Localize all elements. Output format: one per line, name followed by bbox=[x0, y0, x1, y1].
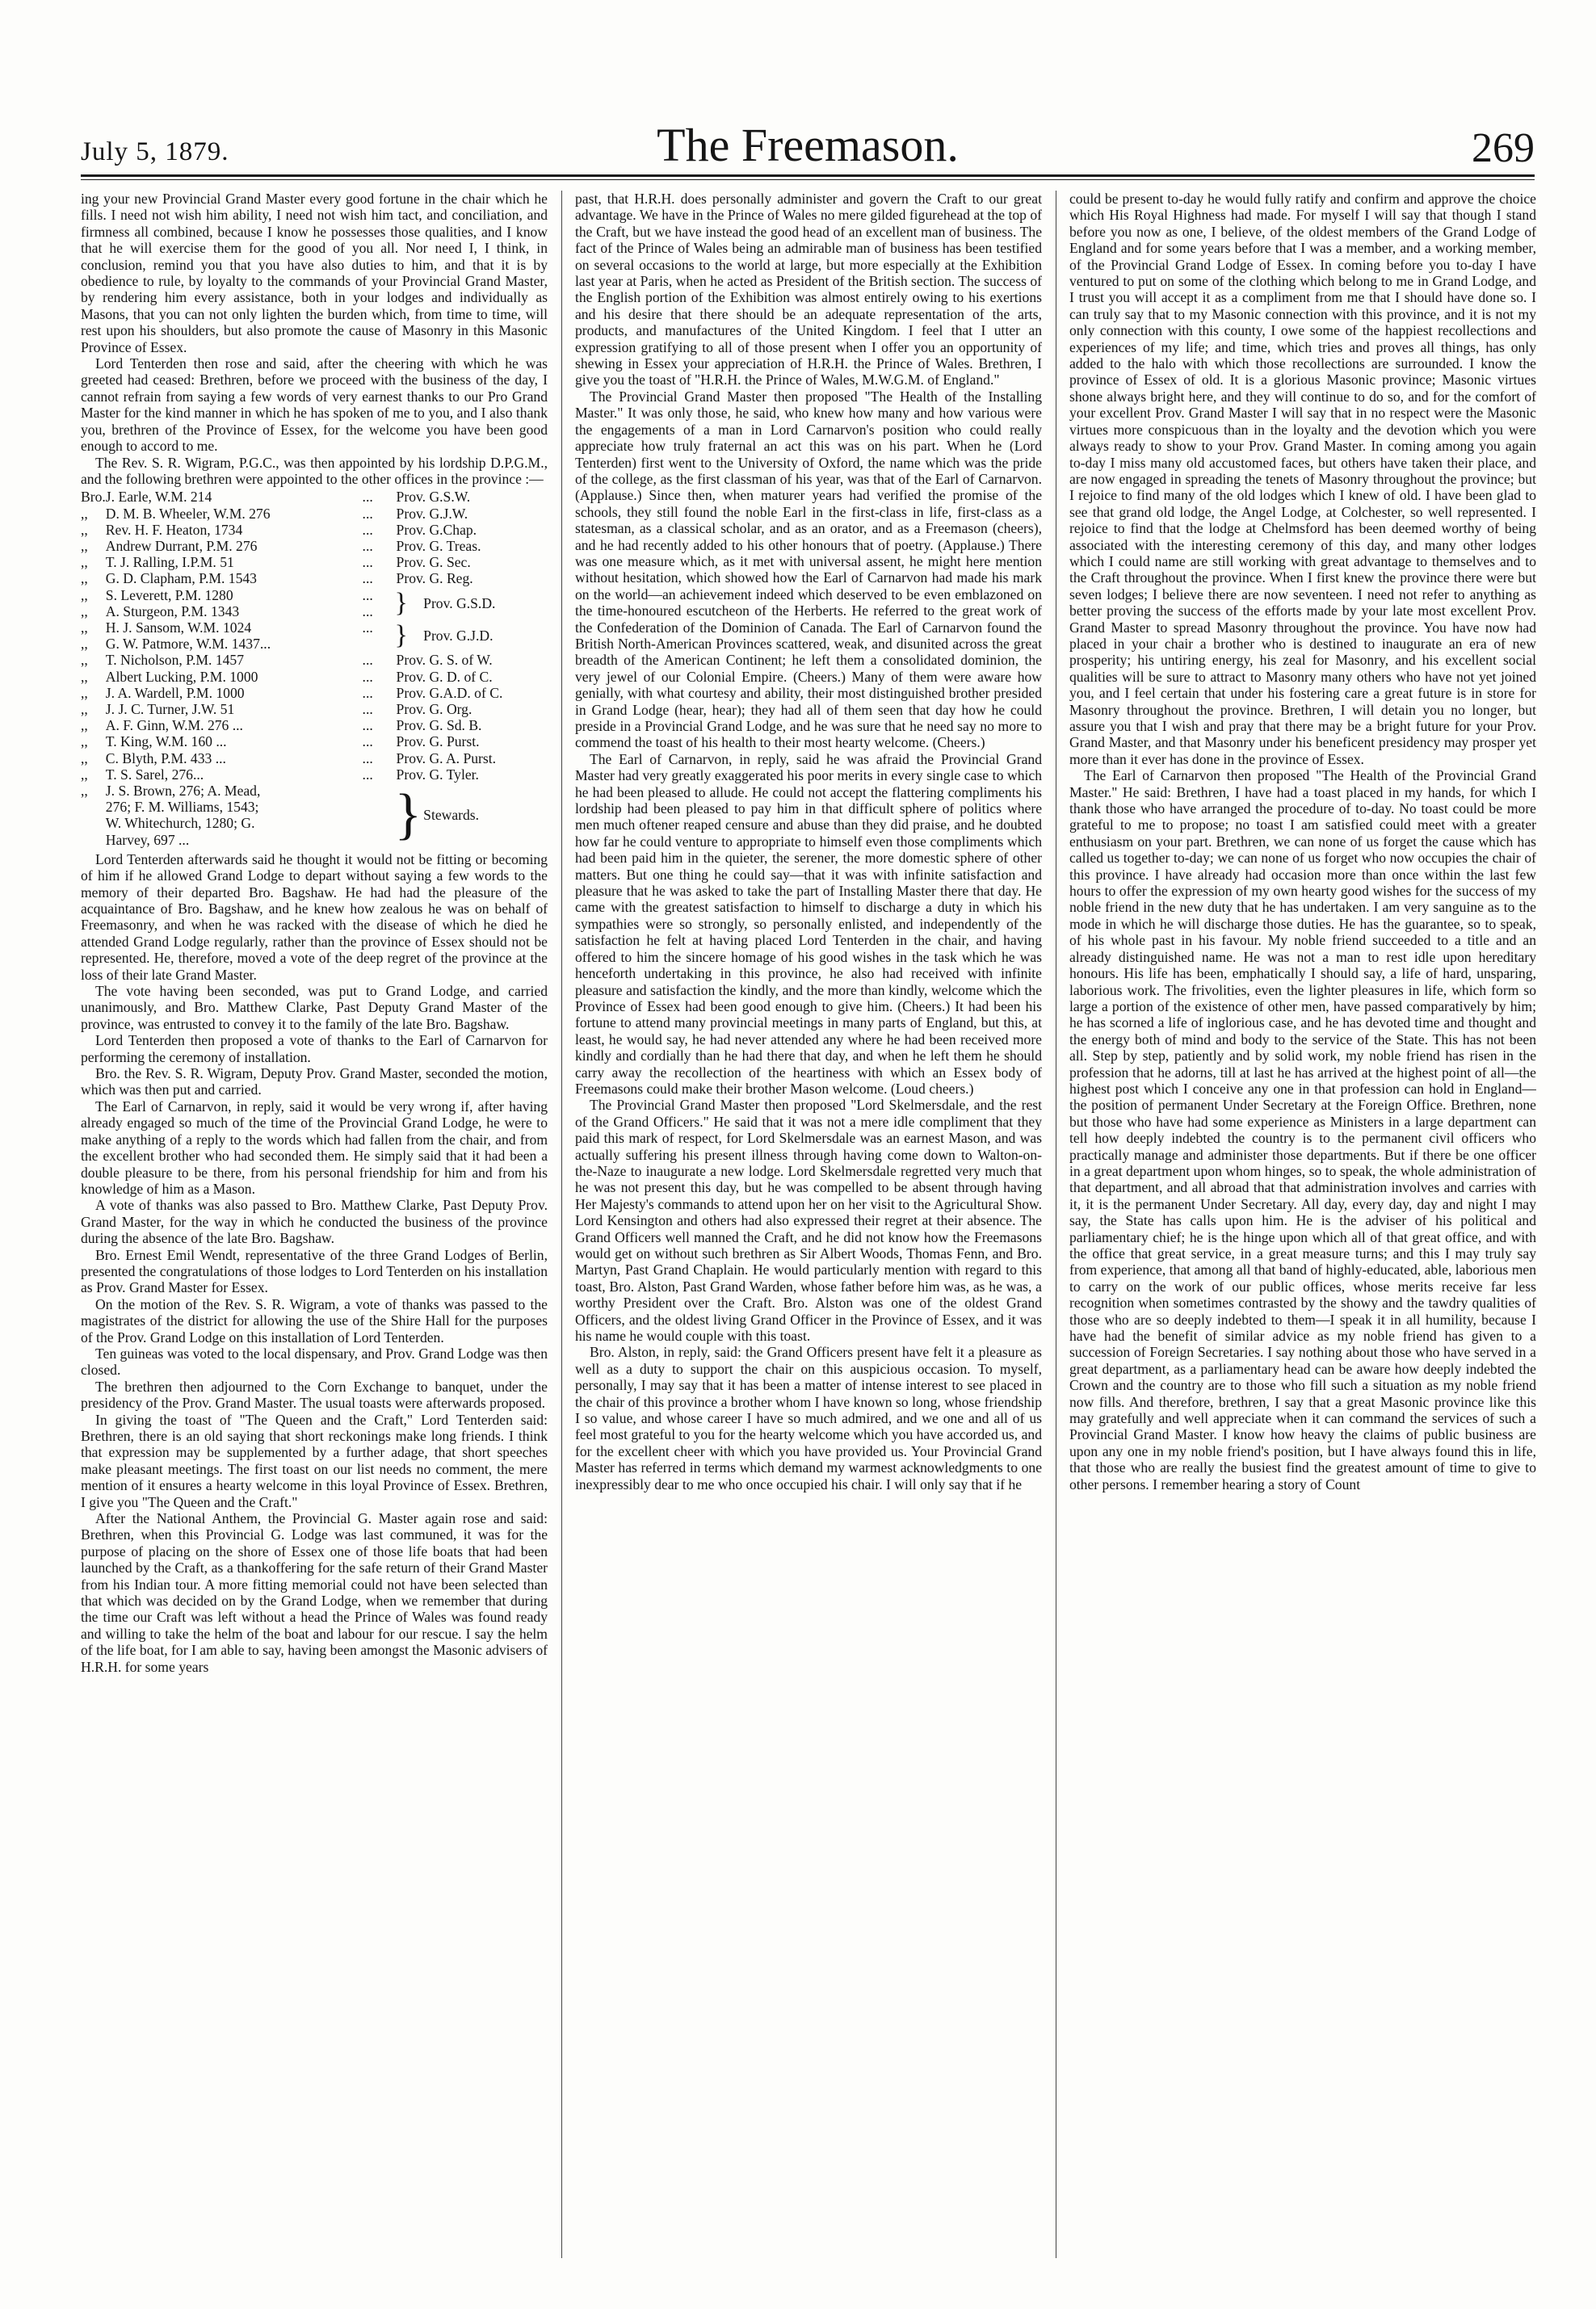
officer-office: Prov. G.S.D. bbox=[423, 594, 496, 611]
paragraph: could be present to-day he would fully ratify and confirm and approve the choice which His Royal Highness had made. For myself I will say that though I stand before you now as one, I believe, of the oldest members of the Grand Lodge of England and for some years before that I was a member, and a working member, of the Provincial Grand Lodge of Essex. In coming before you to-day I have ventured to put on some of the clothing which belong to me in Grand Lodge, and I trust you will accept it as a compliment from me that I should have done so. I can truly say that to my Masonic connection with this province, and it is not my only connection with this county, I owe some of the happiest recollections and experiences of my life; and time, which tries and proves all things, has only added to the halo with which those recollections are surrounded. I know the province of Essex of old. It is a glorious Masonic province; Masonic virtues shone always bright here, and they will continue to do so, and for the comfort of your excellent Prov. Grand Master I will say that in no respect were the Masonic virtues more conspicuous than in the loyalty and the devotion which you were always ready to show to your Prov. Grand Master. In coming among you again to-day I miss many old accustomed faces, but others have taken their place, and are now engaged in spreading the tenets of Masonry throughout the province; but I rejoice to find many of the old lodges which I knew of old. I have been glad to see that grand old lodge, the Angel Lodge, at Colchester, so well represented. I rejoice to find that the lodge at Chelmsford has been deemed worthy of being associated with the interesting ceremony of this day, and many other lodges which I could name are still working with great advantage to themselves and to the Craft throughout the province. When I first knew the province there were but seven lodges; I believe there are now seventeen. I need not refer to anything as better proving the success of the efforts made by your late most excellent Prov. Grand Master to spread Masonry throughout the province. You have now had placed in your chair a brother who is destined to inaugurate an era of new prosperity; his untiring energy, his zeal for Masonry, and his excellent social qualities will be sure to attract to Masonry many others who have not yet joined you, and I feel certain that under his fostering care a great future is in store for Masonry throughout the province. Brethren, I will detain you no longer, but assure you that I wish and pray that there may be a bright future for your Prov. Grand Master, and that Masonry under his beneficent presidency may prosper yet more than it ever has done in the province of Essex. bbox=[1069, 191, 1536, 767]
steward-names: Harvey, 697 ... bbox=[105, 831, 190, 848]
paragraph: Lord Tenterden then rose and said, after the cheering with which he was greeted had ceased: Brethren, before we proceed with the business of the day, I cannot refrain from saying a few words of very earnest thanks to our Pro Grand Master for the kind manner in which he has spoken of me to you, and I also thank you, brethren of the Province of Essex, for the welcome you have been good enough to accord to me. bbox=[81, 355, 548, 455]
officer-name: T. S. Sarel, 276... bbox=[105, 766, 204, 783]
officer-name: G. W. Patmore, W.M. 1437... bbox=[105, 636, 271, 653]
brace-glyph: } bbox=[394, 620, 408, 651]
column-divider-1 bbox=[561, 191, 562, 2258]
officer-row: ,, Albert Lucking, P.M. 1000 ... Prov. G. D. of C. bbox=[81, 669, 548, 685]
officer-name: Rev. H. F. Heaton, 1734 bbox=[105, 521, 243, 538]
officer-office: Prov. G.S.W. bbox=[396, 489, 471, 506]
officer-office: Stewards. bbox=[423, 807, 480, 824]
officer-office: Prov. G.A.D. of C. bbox=[396, 684, 503, 701]
officer-row: ,, A. Sturgeon, P.M. 1343 ... bbox=[81, 602, 373, 619]
officer-row: ,, G. W. Patmore, W.M. 1437... bbox=[81, 636, 548, 652]
officer-row: Bro. J. Earle, W.M. 214 ... Prov. G.S.W. bbox=[81, 489, 548, 505]
officer-office: Prov. G. Sd. B. bbox=[396, 717, 482, 734]
paragraph: Bro. Ernest Emil Wendt, representative of the three Grand Lodges of Berlin, presented the congratulations of those lodges to Lord Tenterden on his installation as Prov. Grand Master for Essex. bbox=[81, 1246, 548, 1296]
column-2 bbox=[575, 191, 1042, 2274]
paragraph: The brethren then adjourned to the Corn Exchange to banquet, under the presidency of the Prov. Grand Master. The usual toasts were afterwards proposed. bbox=[81, 1378, 548, 1412]
officer-office: Prov. G. Treas. bbox=[396, 537, 481, 554]
officer-row: ,, C. Blyth, P.M. 433 ... ... Prov. G. A. Purst. bbox=[81, 750, 548, 766]
header-rule-thin bbox=[81, 179, 1535, 180]
paragraph: The Rev. S. R. Wigram, P.G.C., was then appointed by his lordship D.P.G.M., and the following brethren were appointed to the other offices in the province :— bbox=[81, 454, 548, 487]
officer-office: Prov. G. Tyler. bbox=[396, 766, 479, 783]
officer-name: D. M. B. Wheeler, W.M. 276 bbox=[105, 505, 271, 522]
officer-row: ,, T. S. Sarel, 276... ... Prov. G. Tyler. bbox=[81, 766, 548, 783]
officer-row: ,, T. J. Ralling, I.P.M. 51 ... Prov. G. Sec. bbox=[81, 554, 548, 570]
brace-glyph: } bbox=[394, 783, 422, 846]
officer-name: C. Blyth, P.M. 433 ... bbox=[105, 749, 226, 766]
paragraph: Bro. Alston, in reply, said: the Grand Officers present have felt it a pleasure as well as a duty to support the chair on this auspicious occasion. To myself, personally, I may say that it has been a matter of intense interest to see placed in the chair of this province a brother whom I have known so long, whose friendship I so value, and whose career I have so much admired, and we one and all of us feel most grateful to you for the hearty welcome which you have accorded us, and for the excellent cheer with which you have provided us. Your Provincial Grand Master has referred in terms which demand my warmest acknowledgments to one inexpressibly dear to me who once occupied his chair. I will only say that if he bbox=[575, 1344, 1042, 1492]
column-3 bbox=[1069, 191, 1536, 2274]
officer-row: ,, Andrew Durrant, P.M. 276 ... Prov. G. Treas. bbox=[81, 538, 548, 554]
officer-office: Prov. G.J.W. bbox=[396, 505, 468, 522]
officer-name: T. King, W.M. 160 ... bbox=[105, 733, 227, 750]
officers-list bbox=[81, 489, 548, 847]
officer-row: ,, T. King, W.M. 160 ... ... Prov. G. Purst. bbox=[81, 733, 548, 749]
officer-row: ,, S. Leverett, P.M. 1280 ... } Prov. G.S.D. bbox=[81, 587, 548, 603]
officer-row: ,, Rev. H. F. Heaton, 1734 ... Prov. G.Chap. bbox=[81, 522, 548, 538]
officer-name: S. Leverett, P.M. 1280 bbox=[105, 586, 233, 603]
officer-name: Albert Lucking, P.M. 1000 bbox=[105, 668, 258, 685]
paragraph: The Provincial Grand Master then proposed "The Health of the Installing Master." It was only those, he said, who knew how many and how various were the engagements of a man in Lord Carnarvon's position who could really appreciate how truly fraternal an act this was on his part. When he (Lord Tenterden) first went to the University of Oxford, the name which was the pride of the college, as the first classman of his year, was that of the Earl of Carnarvon. (Applause.) Since then, when maturer years had verified the promise of the schools, they still found the noble Earl in the first-class in life, first-class as a statesman, as a classical scholar, and as an orator, and as a Freemason (cheers), and he had recently added to his other honours that of poetry. (Applause.) There was one measure which, as it met with universal assent, he might here mention without hesitation, which showed how the Earl of Carnarvon had made his mark on the world—an achievement indeed which deserved to be even emblazoned on the time-honoured escutcheon of the Herberts. He referred to the great work of the Confederation of the Dominion of Canada. The Earl of Carnarvon found the British North-American Provinces scattered, weak, and disunited across the great breadth of the American Continent; he left them a consolidated dominion, the very jewel of our Colonial Empire. (Cheers.) Many of them were aware how genially, with what courtesy and ability, their most distinguished brother presided in Grand Lodge (hear, hear); they had all of them seen that day how he could preside in a Provincial Grand Lodge, and he was sure that he need say no more to commend the toast of his health to their most hearty welcome. (Cheers.) bbox=[575, 388, 1042, 751]
steward-names: J. S. Brown, 276; A. Mead, bbox=[105, 782, 261, 799]
paragraph: The Provincial Grand Master then proposed "Lord Skelmersdale, and the rest of the Grand Officers." He said that it was not a mere idle compliment that they paid this mark of respect, for Lord Skelmersdale was an earnest Mason, and was actually suffering his present illness through having come down to Walton-on-the-Naze to inaugurate a new lodge. Lord Skelmersdale regretted very much that he was not present this day, but he was compelled to be absent through having Her Majesty's commands to attend upon her on her visit to the Agricultural Show. Lord Kensington and others had also expressed their regret at their absence. The Grand Officers well manned the Craft, and he did not know how the Freemasons would get on without such brethren as Sir Albert Woods, Thomas Fenn, and Bro. Martyn, Past Grand Chaplain. He would particularly mention with regard to this toast, Bro. Alston, Past Grand Warden, whose father before him was, as he was, a worthy President over the Craft. Bro. Alston was one of the oldest Grand Officers, and the oldest living Grand Officer in the Province of Essex, and it was his name he would couple with this toast. bbox=[575, 1097, 1042, 1345]
paragraph: A vote of thanks was also passed to Bro. Matthew Clarke, Past Deputy Prov. Grand Master, for the way in which he conducted the business of the province during the absence of the late Bro. Bagshaw. bbox=[81, 1197, 548, 1247]
officer-row: ,, A. F. Ginn, W.M. 276 ... ... Prov. G. Sd. B. bbox=[81, 717, 548, 733]
officer-row: ,, J. S. Brown, 276; A. Mead, } Stewards. bbox=[81, 783, 548, 799]
paragraph: Ten guineas was voted to the local dispensary, and Prov. Grand Lodge was then closed. bbox=[81, 1345, 548, 1379]
paragraph: ing your new Provincial Grand Master every good fortune in the chair which he fills. I need not wish him ability, I need not wish him tact, and conciliation, and firmness all combined, because I know he possesses those qualities, and I know that he will exercise them for the good of you all. Nor need I, I think, in conclusion, remind you that you have also duties to him, and that it is by obedience to rule, by loyalty to the commands of your Provincial Grand Master, by rendering him every assistance, both in your lodges and individually as Masons, that you can not only lighten the burden which, from time to time, will rest upon his shoulders, but also promote the cause of Masonry in this Masonic Province of Essex. bbox=[81, 191, 548, 355]
officer-name: J. J. C. Turner, J.W. 51 bbox=[105, 700, 235, 717]
officer-name: J. A. Wardell, P.M. 1000 bbox=[105, 684, 245, 701]
officer-office: Prov. G. Sec. bbox=[396, 554, 471, 571]
paragraph: Lord Tenterden then proposed a vote of thanks to the Earl of Carnarvon for performing the ceremony of installation. bbox=[81, 1032, 548, 1065]
officer-row: ,, G. D. Clapham, P.M. 1543 ... Prov. G. Reg. bbox=[81, 570, 548, 586]
paragraph: On the motion of the Rev. S. R. Wigram, a vote of thanks was passed to the magistrates of the district for allowing the use of the Shire Hall for the purposes of the Prov. Grand Lodge on this installation of Lord Tenterden. bbox=[81, 1295, 548, 1346]
officer-office: Prov. G. D. of C. bbox=[396, 668, 493, 685]
paragraph: The Earl of Carnarvon, in reply, said he was afraid the Provincial Grand Master had very greatly exaggerated his poor merits in every single case to which he had been pleased to allude. He could not accept the flattering compliments his lordship had been pleased to pay him in that difficult sphere of politics where men much oftener reaped censure and abuse than they did praise, and he doubted how far he could venture to appropriate to himself even those compliments which had been paid him in the quieter, the serener, the more domestic sphere of other matters. But one thing he could say—that it was with infinite satisfaction and pleasure that he was asked to take the part of Installing Master there that day. He came with the greatest satisfaction to himself to discharge a duty in which his sympathies were so strongly, so personally enlisted, and independently of the satisfaction he felt at having placed Lord Tenterden in the chair, and having offered to him the sincere homage of his good wishes in the task which he was henceforth undertaking in this province, he also had received with infinite pleasure and satisfaction the kindly, and the more than kindly, welcome which the Province of Essex had been good enough to give him. (Cheers.) It had been his fortune to attend many provincial meetings in many parts of England, but this, at least, he would say, he had never attended any where he had been received more kindly and cordially than he had there that day, and when he left them he should carry away the recollection of the heartiness with which an Essex body of Freemasons could make their brother Mason welcome. (Loud cheers.) bbox=[575, 750, 1042, 1097]
officer-office: Prov. G. S. of W. bbox=[396, 652, 493, 669]
officer-name: A. F. Ginn, W.M. 276 ... bbox=[105, 717, 243, 734]
officer-office: Prov. G.J.D. bbox=[423, 628, 494, 644]
officer-name: H. J. Sansom, W.M. 1024 bbox=[105, 619, 252, 636]
officer-name: G. D. Clapham, P.M. 1543 bbox=[105, 570, 257, 587]
officer-office: Prov. G. Org. bbox=[396, 700, 472, 717]
steward-names: 276; F. M. Williams, 1543; bbox=[105, 799, 259, 816]
officer-row: ,, H. J. Sansom, W.M. 1024 ... } Prov. G.J.D. bbox=[81, 619, 548, 636]
paragraph: The Earl of Carnarvon, in reply, said it would be very wrong if, after having already engaged so much of the time of the Provincial Grand Lodge, he were to make anything of a reply to the words which had fallen from the chair, and from the excellent brother who had seconded them. He simply said that it had been a double pleasure to be there, from his personal friendship for him and from his knowledge of him as a Mason. bbox=[81, 1098, 548, 1197]
officer-name: Andrew Durrant, P.M. 276 bbox=[105, 537, 258, 554]
officer-name: T. Nicholson, P.M. 1457 bbox=[105, 652, 245, 669]
officer-row: ,, J. A. Wardell, P.M. 1000 ... Prov. G.A.D. of C. bbox=[81, 685, 548, 701]
column-1 bbox=[81, 191, 548, 2274]
issue-date: July 5, 1879. bbox=[81, 137, 229, 166]
officer-office: Prov. G. A. Purst. bbox=[396, 749, 497, 766]
officer-office: Prov. G. Purst. bbox=[396, 733, 480, 750]
header-rule-thick bbox=[81, 174, 1535, 177]
brace-glyph: } bbox=[394, 587, 408, 618]
steward-names: W. Whitechurch, 1280; G. bbox=[105, 815, 255, 832]
paragraph: past, that H.R.H. does personally administer and govern the Craft to our great advantage. We have in the Prince of Wales no mere gilded figurehead at the top of the Craft, but we have instead the good head of an excellent man of business. The fact of the Prince of Wales being an admirable man of business has been testified on several occasions to the world at large, but more especially at the Exhibition last year at Paris, when he acted as President of the British section. The success of the English portion of the Exhibition was almost entirely owing to his exertions and his desire that there should be an adequate representation of the arts, products, and manufactures of the United Kingdom. I feel that I utter an expression gratifying to all of those present when I offer you an opportunity of shewing in Essex your appreciation of H.R.H. the Prince of Wales. Brethren, I give you the toast of "H.R.H. the Prince of Wales, M.W.G.M. of England." bbox=[575, 191, 1042, 388]
paragraph: After the National Anthem, the Provincial G. Master again rose and said: Brethren, when this Provincial G. Lodge was last communed, it was for the purpose of placing on the shore of Essex one of those life boats that had been launched by the Craft, as a thankoffering for the safe return of their Grand Master from his Indian tour. A more fitting memorial could not have been selected than that which was decided on by the Grand Lodge, when we remember that during the time our Craft was left without a head the Prince of Wales was found ready and willing to take the helm of the boat and labour for our rescue. I say the helm of the life boat, for I am able to say, having been amongst the Masonic advisers of H.R.H. for some years bbox=[81, 1510, 548, 1675]
officer-row: ,, J. J. C. Turner, J.W. 51 ... Prov. G. Org. bbox=[81, 701, 548, 717]
paragraph: The Earl of Carnarvon then proposed "The Health of the Provincial Grand Master." He said: Brethren, I have had a toast placed in my hands, for which I thank those who have arranged the procedure of to-day. No toast could be more grateful to me to propose; no toast I am satisfied could meet with a greater enthusiasm on your part. Brethren, we can none of us forget the cause which has called us together to-day; we can none of us forget who now occupies the chair of this province. I have already had occasion more than once within the last few hours to offer the expression of my own hearty good wishes for the success of my noble friend in the new duty that he has undertaken. I am very sanguine as to the mode in which he will discharge those duties. He has the guarantee, so to speak, of his whole past in his favour. My noble friend succeeded to a title and an already distinguished name. He was not a man to rest idle upon hereditary honours. His life has been, emphatically I should say, a life of hard, unsparing, laborious work. The frivolities, even the lighter pleasures in life, which form so large a portion of the existence of other men, have passed comparatively by him; he has scorned a life of inglorious case, and he has devoted time and thought and the energy both of mind and body to the service of the State. This has not been all. Step by step, patiently and by solid work, my noble friend has risen in the profession that he adorns, till at last he has arrived at the highest point of all—the highest post which I conceive any one in that profession can hold in England—the position of permanent Under Secretary at the Foreign Office. Brethren, none but those who have had some experience as Ministers in a large department can tell how deeply indebted the country is to the permanent civil officers who practically manage and administer those departments. But if there be one officer in a great department upon whom hinges, so to speak, the whole administration of that department, and all abroad that that administration involves and carries with it, it is the permanent Under Secretary. All day, every day, day and night I may say, the State has calls upon him. He is the adviser of his political and parliamentary chief; he is the hinge upon which all of that great office, and with the office that great service, in a great measure turns; and this I may truly say from experience, that among all that band of highly-educated, able, laborious men to carry on the work of our public offices, whose merits receive far less recognition when sometimes contrasted by the showy and the tawdry qualities of those who are so deeply indebted to them—I speak it in all humility, because I have had the benefit of similar advice as my noble friend has given to a succession of Foreign Secretaries. I say nothing about those who have served in a great department, as a parliamentary head can be aware how deeply indebted the Crown and the country are to those who fill such a situation as my noble friend now fills. And therefore, brethren, I say that a great Masonic province like this may gratefully and well appreciate when it can command the services of such a Provincial Grand Master. I know how heavy the claims of public business are upon any one in my noble friend's position, but I have always found this in life, that those who are really the busiest find the greatest amount of time to give to other persons. I remember hearing a story of Count bbox=[1069, 767, 1536, 1492]
officer-name: J. Earle, W.M. 214 bbox=[105, 489, 212, 506]
masthead bbox=[81, 120, 1535, 171]
newspaper-title: The Freemason. bbox=[657, 119, 959, 171]
paragraph: In giving the toast of "The Queen and the Craft," Lord Tenterden said: Brethren, there is an old saying that short reckonings make long friends. I think that expression may be supplemented by a further adage, that short speeches make pleasant meetings. The first toast on our list needs no comment, the mere mention of it ensures a hearty welcome in this loyal Province of Essex. Brethren, I give you "The Queen and the Craft." bbox=[81, 1411, 548, 1510]
officer-office: Prov. G. Reg. bbox=[396, 570, 473, 587]
paragraph: The vote having been seconded, was put to Grand Lodge, and carried unanimously, and Bro. Matthew Clarke, Past Deputy Grand Master of the province, was entrusted to convey it to the family of the late Bro. Bagshaw. bbox=[81, 983, 548, 1032]
officer-row: ,, D. M. B. Wheeler, W.M. 276 ... Prov. G.J.W. bbox=[81, 506, 548, 522]
officer-name: A. Sturgeon, P.M. 1343 bbox=[105, 602, 240, 619]
officer-name: T. J. Ralling, I.P.M. 51 bbox=[105, 554, 234, 571]
officer-row: ,, T. Nicholson, P.M. 1457 ... Prov. G. S. of W. bbox=[81, 652, 548, 668]
officer-office: Prov. G.Chap. bbox=[396, 521, 477, 538]
paragraph: Bro. the Rev. S. R. Wigram, Deputy Prov. Grand Master, seconded the motion, which was then put and carried. bbox=[81, 1065, 548, 1098]
page-number: 269 bbox=[1472, 125, 1535, 171]
paragraph: Lord Tenterden afterwards said he thought it would not be fitting or becoming of him if he allowed Grand Lodge to depart without saying a few words to the memory of their departed Bro. Bagshaw. He had had the pleasure of the acquaintance of Bro. Bagshaw, and he knew how zealous he was on behalf of Freemasonry, and when he was racked with the disease of which he died he attended Grand Lodge regularly, rather than the province of Essex should not be represented. He, therefore, moved a vote of the deep regret of the province at the loss of their late Grand Master. bbox=[81, 850, 548, 983]
